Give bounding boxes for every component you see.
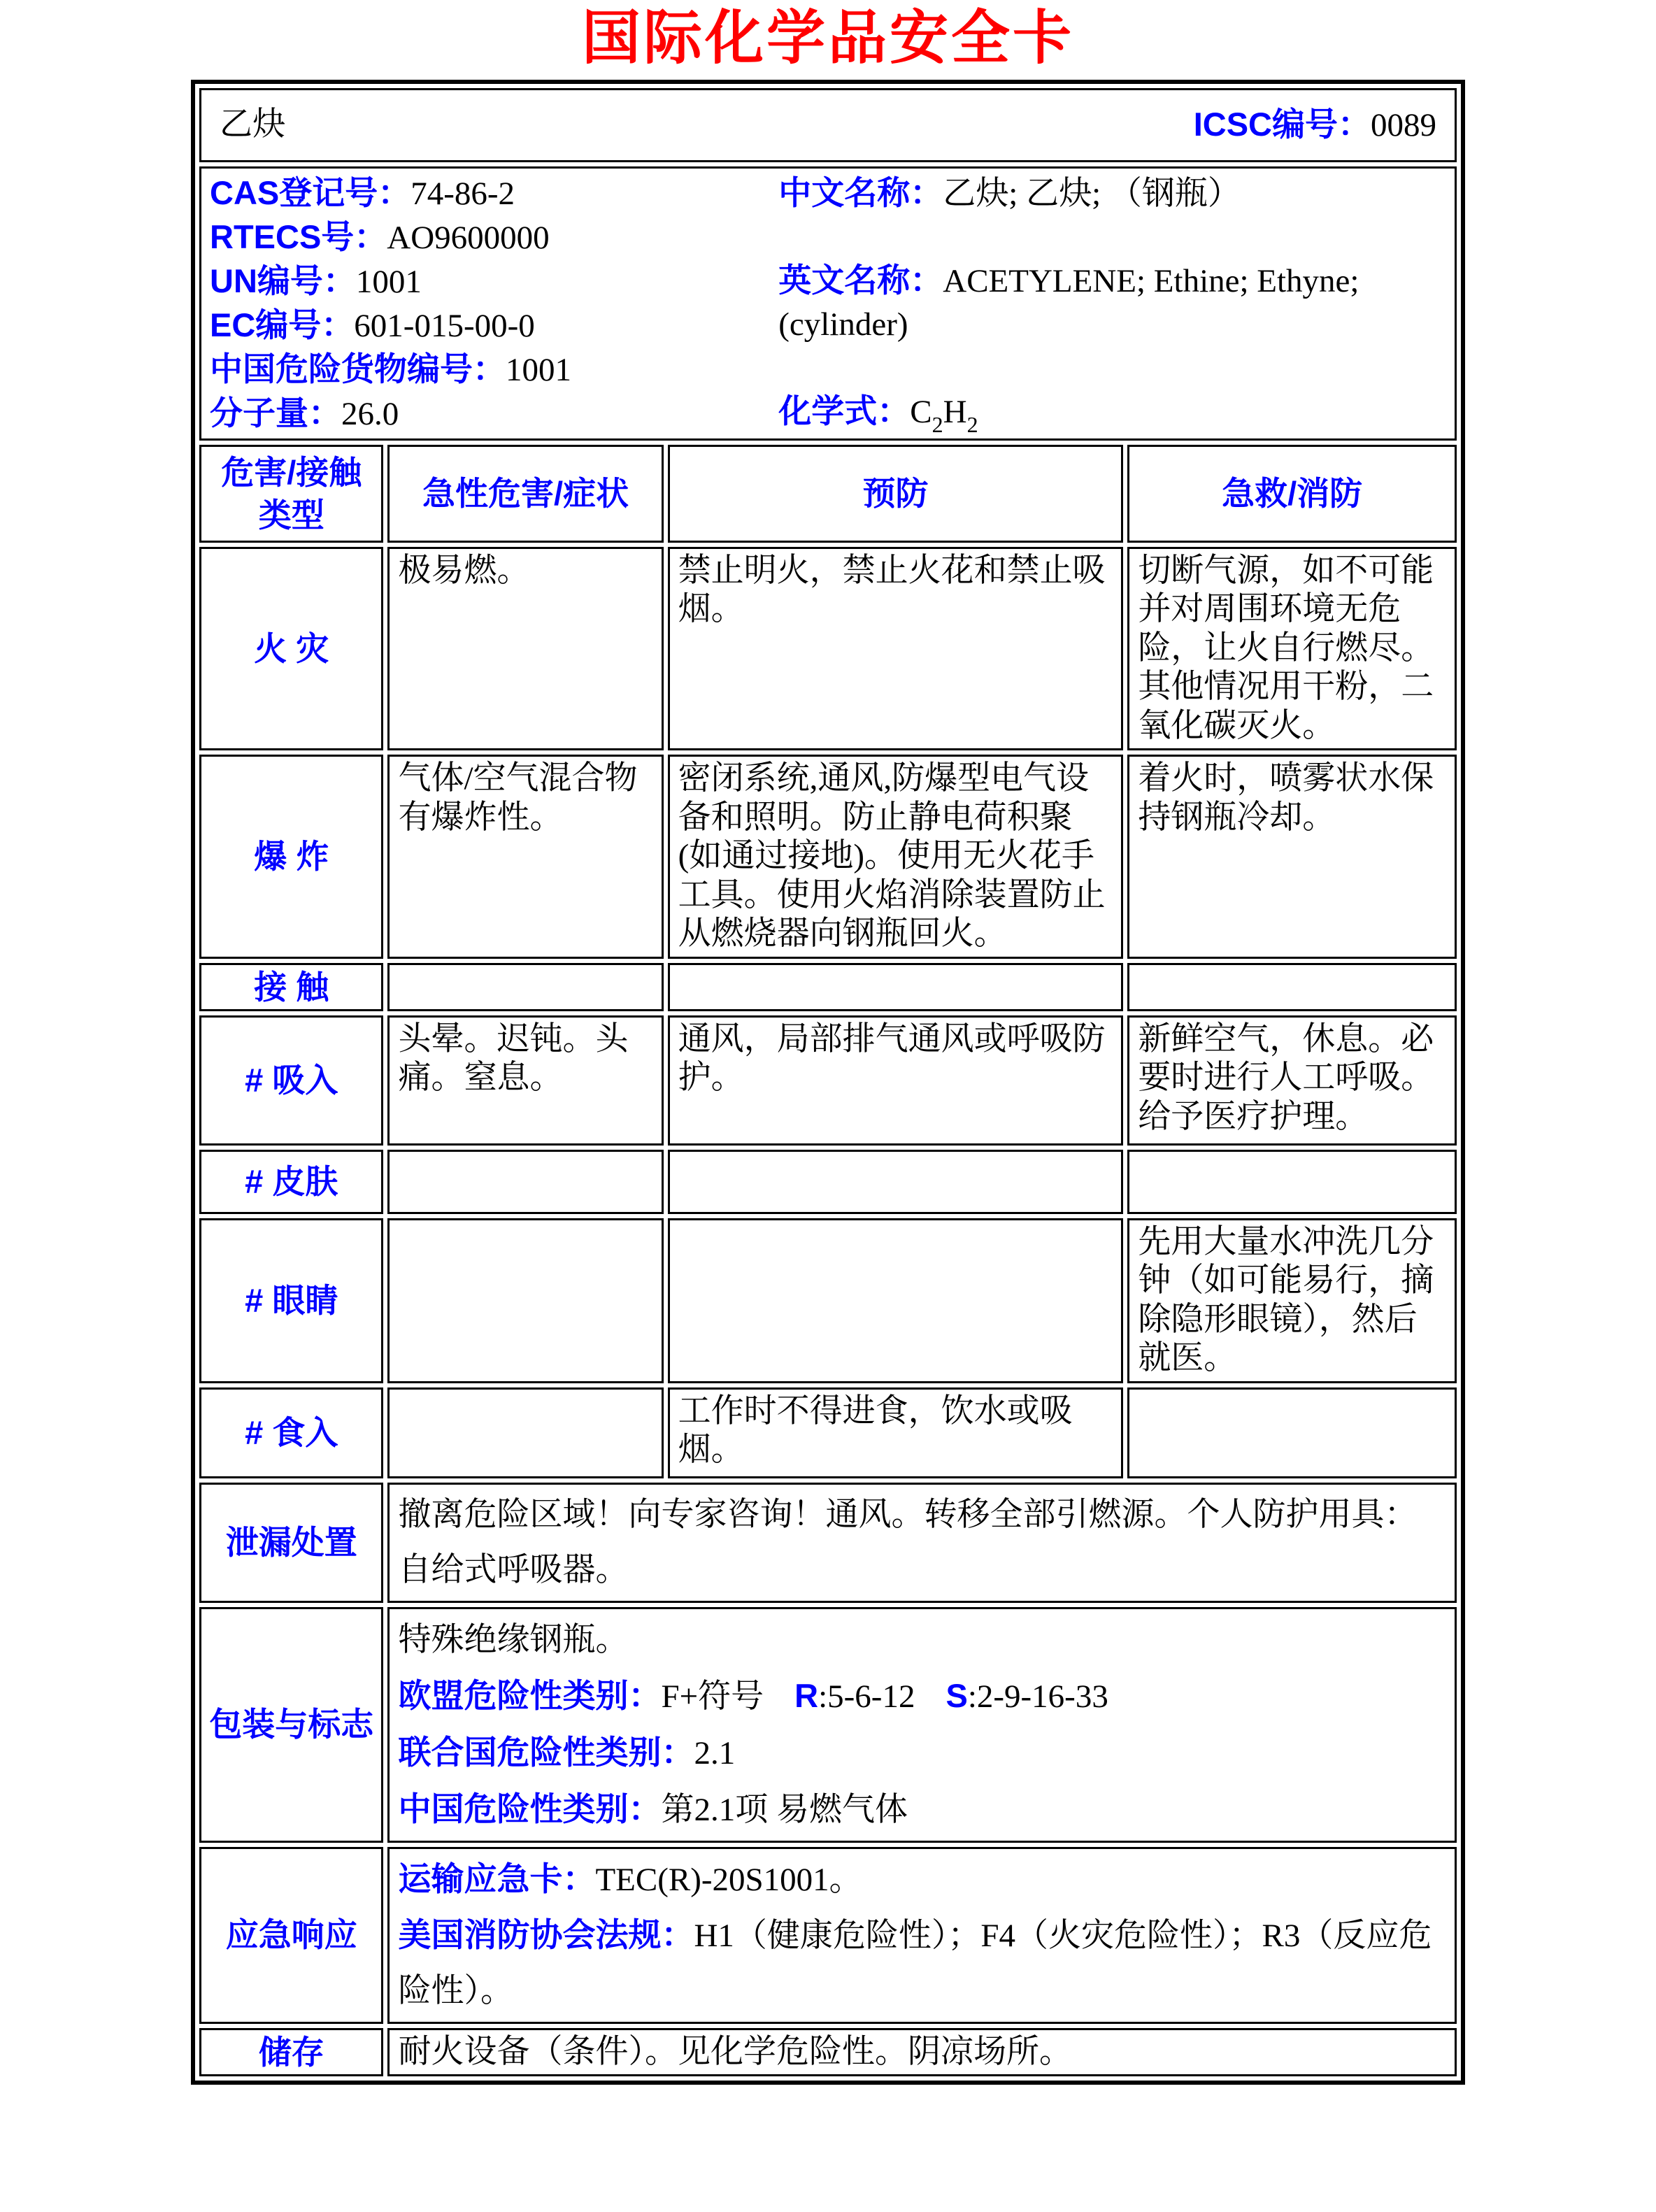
- molecular-weight-value: 26.0: [341, 396, 399, 432]
- china-hazard-class-line: [398, 1781, 1446, 1838]
- english-name-value: ACETYLENE; Ethine; Ethyne; (cylinder): [778, 263, 1359, 343]
- packaging-cylinder-line: 特殊绝缘钢瓶。: [398, 1621, 629, 1658]
- rtecs-number-value: AO9600000: [387, 220, 550, 256]
- explosion-acute: 气体/空气混合物有爆炸性。: [387, 755, 663, 958]
- eyes-acute: [387, 1218, 663, 1383]
- china-dg-number-value: 1001: [506, 352, 571, 388]
- header-hazard-type: 危害/接触类型: [199, 445, 383, 543]
- skin-firstaid: [1127, 1150, 1457, 1214]
- formula-h: H: [943, 394, 967, 430]
- un-number-label: UN编号：: [210, 262, 356, 299]
- chinese-name-value: 乙炔; 乙炔; （钢瓶）: [943, 176, 1241, 212]
- identifiers-left-column: [210, 171, 778, 436]
- chemical-formula-line: [778, 390, 1446, 437]
- packaging-row: [199, 1607, 1457, 1843]
- formula-sub2: 2: [966, 412, 978, 437]
- eu-hazard-class-line: [398, 1668, 1446, 1725]
- icsc-number-value: 0089: [1371, 107, 1436, 144]
- explosion-prevention: 密闭系统,通风,防爆型电气设备和照明。防止静电荷积聚(如通过接地)。使用无火花手工具。使用火焰消除装置防止从燃烧器向钢瓶回火。: [668, 755, 1124, 958]
- un-number-line: [210, 259, 778, 304]
- china-dg-number-label: 中国危险货物编号：: [210, 350, 506, 387]
- ec-number-line: [210, 304, 778, 348]
- ingestion-acute: [387, 1387, 663, 1478]
- storage-row: [199, 2028, 1457, 2076]
- icsc-page: [0, 4, 1656, 2085]
- cas-number-label: CAS登记号：: [210, 174, 411, 211]
- ingestion-firstaid: [1127, 1387, 1457, 1478]
- header-prevention: 预防: [668, 445, 1124, 543]
- inhalation-prevention: 通风，局部排气通风或呼吸防护。: [668, 1015, 1124, 1146]
- nfpa-code-line: [398, 1908, 1446, 2019]
- inhalation-label: # 吸入: [199, 1015, 383, 1146]
- english-name-line: [778, 259, 1446, 346]
- china-hazard-class-value: 第2.1项 易燃气体: [661, 1791, 908, 1828]
- fire-firstaid: 切断气源，如不可能并对周围环境无危险，让火自行燃尽。其他情况用干粉，二氧化碳灭火。: [1127, 547, 1457, 750]
- identifiers-row: [199, 166, 1457, 441]
- inhalation-firstaid: 新鲜空气，休息。必要时进行人工呼吸。给予医疗护理。: [1127, 1015, 1457, 1146]
- fire-row: [199, 547, 1457, 750]
- eu-hazard-class-value: F+符号: [661, 1678, 764, 1715]
- ingestion-row: [199, 1387, 1457, 1478]
- emergency-label: 应急响应: [199, 1847, 383, 2024]
- eyes-row: [199, 1218, 1457, 1383]
- header-firstaid-firefighting: 急救/消防: [1127, 445, 1457, 543]
- explosion-row: [199, 755, 1457, 958]
- ec-number-label: EC编号：: [210, 306, 355, 343]
- english-name-label: 英文名称：: [778, 262, 943, 299]
- skin-acute: [387, 1150, 663, 1214]
- fire-acute: 极易燃。: [387, 547, 663, 750]
- inhalation-row: [199, 1015, 1457, 1146]
- formula-sub1: 2: [932, 412, 943, 437]
- cas-number-value: 74-86-2: [411, 176, 515, 212]
- icsc-number: [1194, 105, 1436, 145]
- hazard-header-row: [199, 445, 1457, 543]
- spillage-label: 泄漏处置: [199, 1483, 383, 1603]
- eyes-firstaid: 先用大量水冲洗几分钟（如可能易行，摘除隐形眼镜），然后就医。: [1127, 1218, 1457, 1383]
- eyes-label: # 眼睛: [199, 1218, 383, 1383]
- packaging-cell: [387, 1607, 1457, 1843]
- transport-emergency-card-value: TEC(R)-20S1001。: [595, 1861, 862, 1898]
- chinese-name-label: 中文名称：: [778, 174, 943, 211]
- emergency-row: [199, 1847, 1457, 2024]
- skin-label: # 皮肤: [199, 1150, 383, 1214]
- identifiers-right-column: [778, 171, 1446, 436]
- eyes-prevention: [668, 1218, 1124, 1383]
- un-hazard-class-value: 2.1: [694, 1734, 736, 1771]
- chemical-formula-value: [910, 394, 978, 437]
- contact-prevention: [668, 963, 1124, 1011]
- cas-number-line: [210, 171, 778, 215]
- icsc-number-label: ICSC编号：: [1193, 106, 1371, 143]
- china-dg-number-line: [210, 348, 778, 392]
- spillage-text: 撤离危险区域！向专家咨询！通风。转移全部引燃源。个人防护用具：自给式呼吸器。: [387, 1483, 1457, 1603]
- fire-label: 火 灾: [199, 547, 383, 750]
- explosion-label: 爆 炸: [199, 755, 383, 958]
- contact-firstaid: [1127, 963, 1457, 1011]
- inhalation-acute: 头晕。迟钝。头痛。窒息。: [387, 1015, 663, 1146]
- contact-row: [199, 963, 1457, 1011]
- chinese-name-line: [778, 171, 1446, 215]
- fire-prevention: 禁止明火，禁止火花和禁止吸烟。: [668, 547, 1124, 750]
- explosion-firstaid: 着火时，喷雾状水保持钢瓶冷却。: [1127, 755, 1457, 958]
- transport-emergency-card-line: [398, 1852, 1446, 1908]
- page-title: 国际化学品安全卡: [581, 6, 1074, 71]
- s-phrases-label: S: [945, 1676, 968, 1714]
- un-number-value: 1001: [355, 264, 422, 300]
- packaging-label: 包装与标志: [199, 1607, 383, 1843]
- ec-number-value: 601-015-00-0: [354, 308, 535, 344]
- r-phrases-value: :5-6-12: [818, 1678, 915, 1715]
- transport-emergency-card-label: 运输应急卡：: [398, 1860, 596, 1897]
- un-hazard-class-label: 联合国危险性类别：: [398, 1733, 694, 1771]
- rtecs-number-label: RTECS号：: [210, 218, 387, 255]
- emergency-cell: [387, 1847, 1457, 2024]
- s-phrases-value: :2-9-16-33: [967, 1678, 1108, 1715]
- contact-acute: [387, 963, 663, 1011]
- nfpa-code-label: 美国消防协会法规：: [398, 1915, 694, 1953]
- storage-text: 耐火设备（条件）。见化学危险性。阴凉场所。: [387, 2028, 1457, 2076]
- identifiers-cell: [199, 166, 1457, 441]
- ingestion-label: # 食入: [199, 1387, 383, 1478]
- r-phrases-label: R: [794, 1676, 819, 1714]
- storage-label: 储存: [199, 2028, 383, 2076]
- skin-row: [199, 1150, 1457, 1214]
- molecular-weight-label: 分子量：: [210, 394, 341, 431]
- ingestion-prevention: 工作时不得进食，饮水或吸烟。: [668, 1387, 1124, 1478]
- nfpa-code-value: H1（健康危险性）；F4（火灾危险性）；R3（反应危险性）。: [398, 1917, 1432, 2009]
- header-acute-hazards: 急性危害/症状: [387, 445, 663, 543]
- molecular-weight-line: [210, 392, 778, 436]
- skin-prevention: [668, 1150, 1124, 1214]
- icsc-card-table: [191, 80, 1465, 2085]
- contact-label: 接 触: [199, 963, 383, 1011]
- spillage-row: [199, 1483, 1457, 1603]
- rtecs-number-line: [210, 215, 778, 259]
- formula-c: C: [910, 394, 932, 430]
- name-row: [199, 88, 1457, 162]
- chemical-formula-label: 化学式：: [778, 392, 911, 429]
- china-hazard-class-label: 中国危险性类别：: [398, 1790, 662, 1827]
- eu-hazard-class-label: 欧盟危险性类别：: [398, 1676, 662, 1714]
- un-hazard-class-line: [398, 1725, 1446, 1781]
- substance-name: 乙炔: [220, 106, 285, 143]
- name-cell: [199, 88, 1457, 162]
